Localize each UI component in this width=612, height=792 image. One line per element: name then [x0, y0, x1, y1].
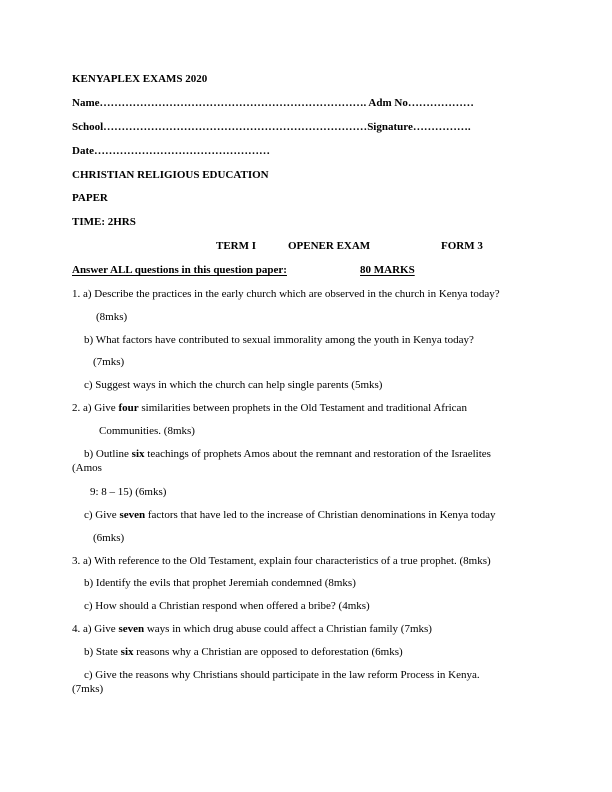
form-label: FORM 3 — [441, 240, 483, 252]
q2c-text-start: c) Give — [84, 509, 120, 521]
name-field — [72, 97, 474, 110]
question-4c: c) Give the reasons why Christians should participate in the law reform Process in Kenya. — [84, 669, 480, 681]
question-1a: 1. a) Describe the practices in the early church which are observed in the church in Kenya today? — [72, 288, 500, 300]
q2b-text-start: b) Outline — [84, 448, 132, 460]
q4b-text-start: b) State — [84, 646, 121, 658]
paper-label: PAPER — [72, 192, 108, 204]
q2a-text-end: similarities between prophets in the Old Testament and traditional African — [138, 402, 467, 414]
question-2b-cont2: 9: 8 – 15) (6mks) — [90, 486, 167, 498]
exam-title: KENYAPLEX EXAMS 2020 — [72, 73, 208, 85]
question-2c-marks: (6mks) — [93, 532, 125, 544]
question-2a — [72, 402, 467, 415]
q2c-text-end: factors that have led to the increase of Christian denominations in Kenya today — [145, 509, 496, 521]
question-3b: b) Identify the evils that prophet Jeremiah condemned (8mks) — [84, 577, 356, 589]
q2a-emphasis: four — [118, 402, 139, 414]
q2a-text-start: 2. a) Give — [72, 402, 119, 414]
question-4b — [84, 646, 403, 659]
q2b-emphasis: six — [131, 448, 145, 460]
instructions: Answer ALL questions in this question paper: — [72, 264, 287, 276]
subject-title: CHRISTIAN RELIGIOUS EDUCATION — [72, 169, 269, 181]
adm-no-label: Adm No……………… — [368, 97, 474, 109]
question-2a-cont: Communities. (8mks) — [99, 425, 195, 437]
question-2b — [84, 448, 491, 461]
q2c-emphasis: seven — [119, 509, 146, 521]
question-4a — [72, 623, 432, 636]
q4a-text-end: ways in which drug abuse could affect a Christian family (7mks) — [144, 623, 432, 635]
q4b-text-end: reasons why a Christian are opposed to deforestation (6mks) — [133, 646, 403, 658]
question-1c: c) Suggest ways in which the church can help single parents (5mks) — [84, 379, 383, 391]
question-3c: c) How should a Christian respond when offered a bribe? (4mks) — [84, 600, 370, 612]
total-marks: 80 MARKS — [360, 264, 415, 276]
question-2b-cont1: (Amos — [72, 462, 102, 474]
name-label: Name………………………………………………………………. — [72, 97, 367, 109]
signature-label: Signature……………. — [367, 121, 471, 133]
question-1b-marks: (7mks) — [93, 356, 125, 368]
term-label: TERM I — [216, 240, 257, 252]
school-label: School……………………………………………………………… — [72, 121, 368, 133]
question-3a: 3. a) With reference to the Old Testament, explain four characteristics of a true prophet. (8mks) — [72, 555, 491, 567]
question-1a-marks: (8mks) — [96, 311, 128, 323]
q4a-emphasis: seven — [118, 623, 145, 635]
time-label: TIME: 2HRS — [72, 216, 136, 228]
school-field — [72, 121, 471, 134]
exam-type-label: OPENER EXAM — [288, 240, 371, 252]
q4a-text-start: 4. a) Give — [72, 623, 119, 635]
q4b-emphasis: six — [120, 646, 134, 658]
date-field: Date………………………………………… — [72, 145, 270, 157]
question-2c — [84, 509, 495, 522]
question-1b: b) What factors have contributed to sexual immorality among the youth in Kenya today? — [84, 334, 474, 346]
question-4c-marks: (7mks) — [72, 683, 104, 695]
q2b-text-end: teachings of prophets Amos about the remnant and restoration of the Israelites — [144, 448, 491, 460]
